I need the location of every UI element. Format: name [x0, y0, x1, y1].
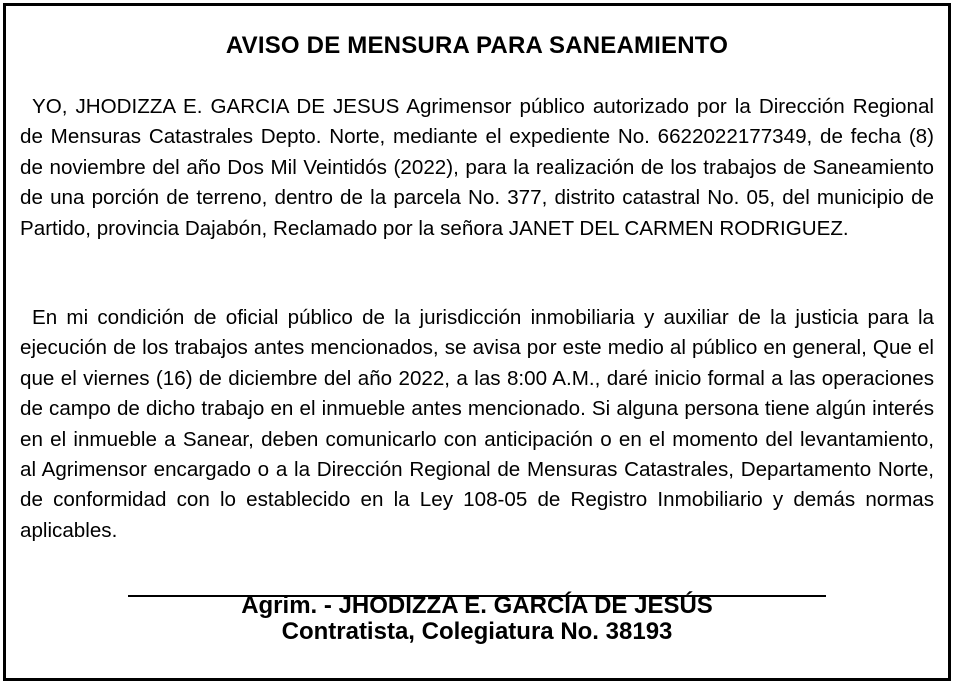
notice-title: AVISO DE MENSURA PARA SANEAMIENTO [225, 32, 729, 59]
notice-paragraph-1: YO, JHODIZZA E. GARCIA DE JESUS Agrimensor público autorizado por la Dirección Regional de Mensuras Catastrales Depto. Norte, mediante el expediente No. 6622022177349, de fecha (8) de noviembre del año Dos Mil Veintidós (2022), para la realización de los trabajos de Saneamiento de una porción de terreno, dentro de la parcela No. 377, distrito catastral No. 05, del municipio de Partido, provincia Dajabón, Reclamado por la señora JANET DEL CARMEN RODRIGUEZ. [20, 95, 934, 240]
signature-name: Agrim. - JHODIZZA E. GARCÍA DE JESÚS [241, 592, 713, 619]
notice-paragraph-2: En mi condición de oficial público de la jurisdicción inmobiliaria y auxiliar de la justicia para la ejecución de los trabajos antes mencionados, se avisa por este medio al público en general, Que el que el viernes (16) de diciembre del año 2022, a las 8:00 A.M., daré inicio formal a las operaciones de campo de dicho trabajo en el inmueble antes mencionado. Si alguna persona tiene algún interés en el inmueble a Sanear, deben comunicarlo con anticipación o en el momento del levantamiento, al Agrimensor encargado o a la Dirección Regional de Mensuras Catastrales, Departamento Norte, de conformidad con lo establecido en la Ley 108-05 de Registro Inmobiliario y demás normas aplicables. [20, 306, 934, 542]
notice-frame [3, 3, 951, 681]
signature-role: Contratista, Colegiatura No. 38193 [281, 618, 673, 645]
